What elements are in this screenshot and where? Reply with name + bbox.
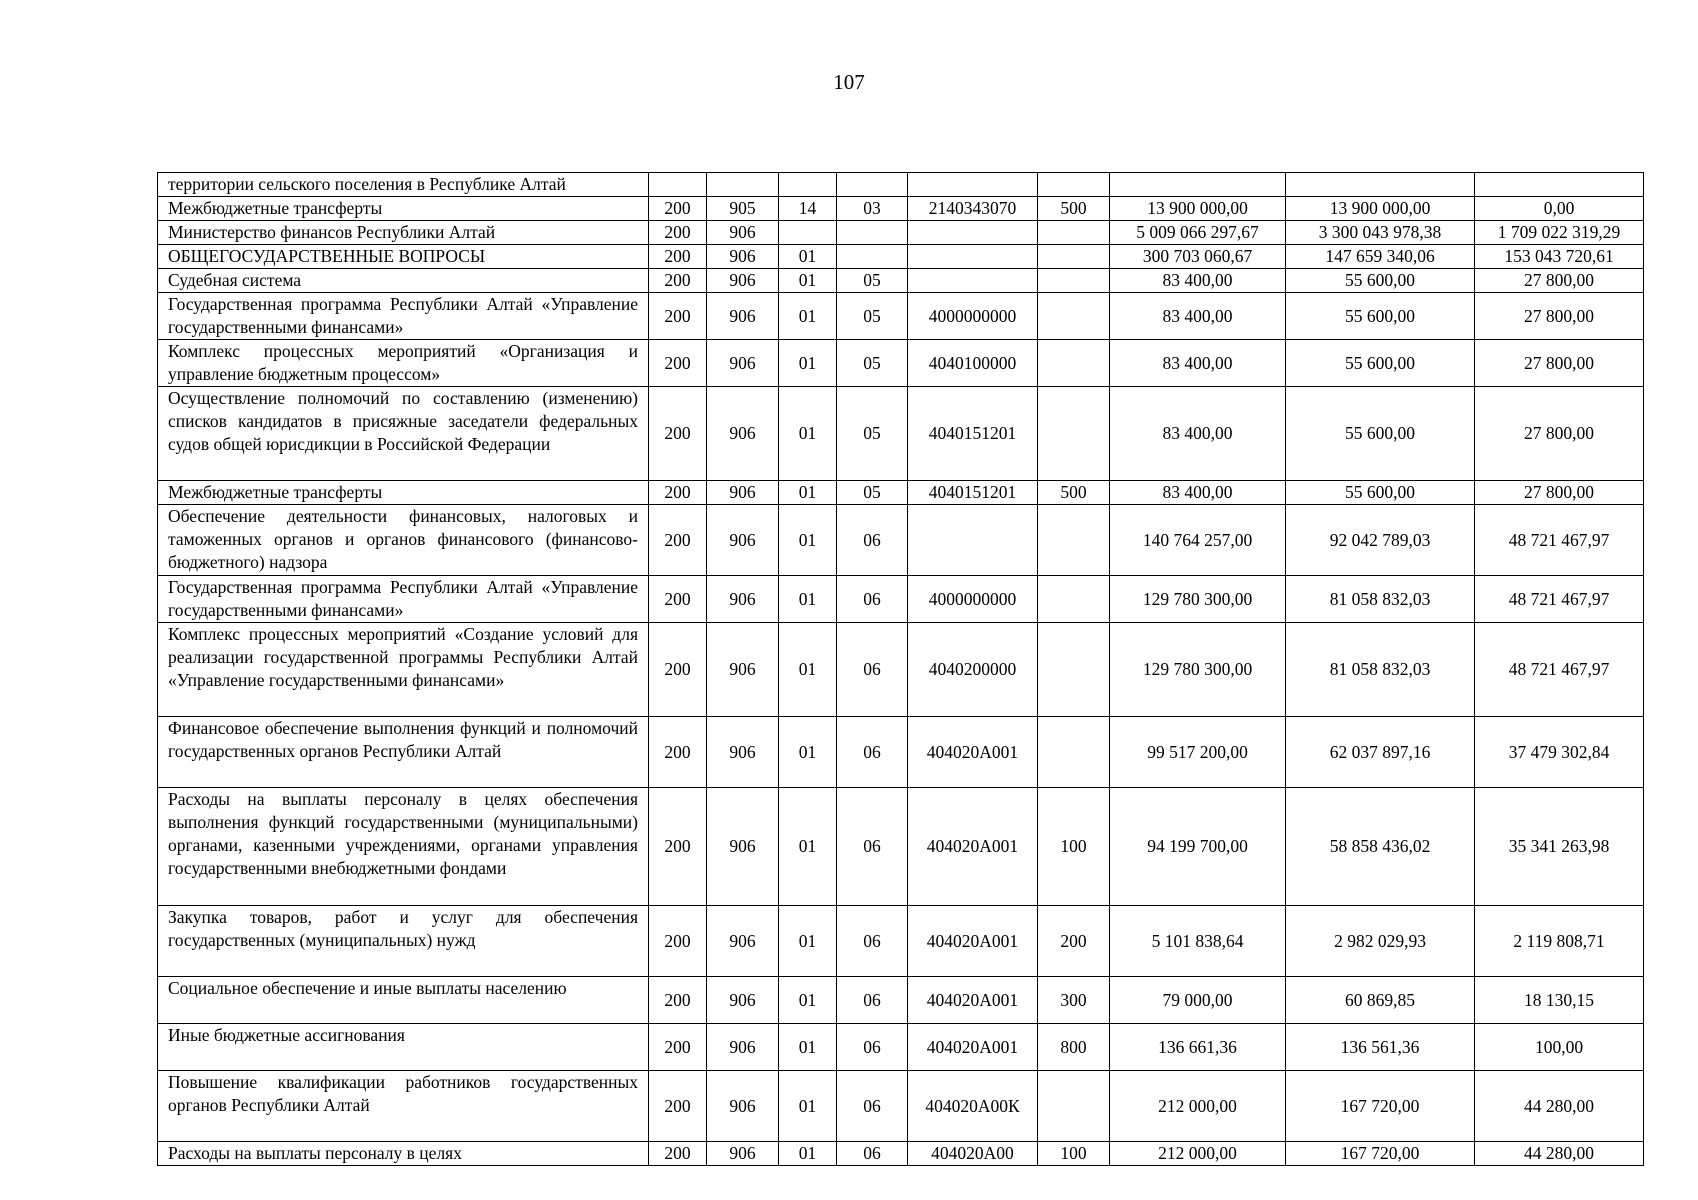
cell-csr [908, 173, 1038, 197]
cell-rz: 01 [779, 906, 837, 977]
cell-s1: 83 400,00 [1110, 387, 1286, 481]
cell-name: Расходы на выплаты персоналу в целях [158, 1142, 649, 1166]
cell-pr [837, 173, 908, 197]
cell-rz: 01 [779, 340, 837, 387]
cell-ved: 906 [707, 387, 779, 481]
cell-gr: 200 [649, 717, 707, 788]
cell-vr: 500 [1038, 481, 1110, 505]
cell-pr: 06 [837, 1142, 908, 1166]
cell-ved: 906 [707, 505, 779, 576]
cell-name: Иные бюджетные ассигнования [158, 1024, 649, 1071]
cell-csr [908, 245, 1038, 269]
cell-ved: 906 [707, 576, 779, 623]
cell-vr [1038, 576, 1110, 623]
cell-s1: 5 009 066 297,67 [1110, 221, 1286, 245]
cell-ved: 906 [707, 1024, 779, 1071]
table-row [158, 505, 1644, 576]
cell-s1: 212 000,00 [1110, 1142, 1286, 1166]
cell-s2: 55 600,00 [1286, 340, 1475, 387]
cell-ved: 906 [707, 293, 779, 340]
cell-pr: 06 [837, 906, 908, 977]
table-row [158, 481, 1644, 505]
cell-ved [707, 173, 779, 197]
cell-rz [779, 173, 837, 197]
cell-s1: 83 400,00 [1110, 293, 1286, 340]
cell-vr [1038, 387, 1110, 481]
cell-rz: 01 [779, 977, 837, 1024]
cell-s2: 92 042 789,03 [1286, 505, 1475, 576]
cell-pr [837, 221, 908, 245]
cell-csr: 404020А001 [908, 717, 1038, 788]
cell-s3: 27 800,00 [1475, 387, 1644, 481]
table-row [158, 906, 1644, 977]
table-row [158, 245, 1644, 269]
cell-csr: 404020А001 [908, 1024, 1038, 1071]
cell-s3: 48 721 467,97 [1475, 623, 1644, 717]
table-row [158, 1024, 1644, 1071]
cell-name: Закупка товаров, работ и услуг для обеспечения государственных (муниципальных) нужд [158, 906, 649, 977]
cell-s2: 13 900 000,00 [1286, 197, 1475, 221]
cell-vr: 200 [1038, 906, 1110, 977]
cell-s3: 27 800,00 [1475, 293, 1644, 340]
cell-ved: 906 [707, 221, 779, 245]
cell-pr: 06 [837, 1024, 908, 1071]
cell-rz: 01 [779, 269, 837, 293]
cell-vr: 100 [1038, 1142, 1110, 1166]
cell-s3: 27 800,00 [1475, 340, 1644, 387]
cell-pr: 06 [837, 977, 908, 1024]
cell-rz: 01 [779, 1142, 837, 1166]
cell-ved: 906 [707, 717, 779, 788]
cell-s3: 2 119 808,71 [1475, 906, 1644, 977]
cell-s2: 58 858 436,02 [1286, 788, 1475, 906]
cell-vr [1038, 340, 1110, 387]
cell-csr: 2140343070 [908, 197, 1038, 221]
cell-s3: 27 800,00 [1475, 481, 1644, 505]
cell-name: Комплекс процессных мероприятий «Создание условий для реализации государственной программы Республики Алтай «Управление государственными финансами» [158, 623, 649, 717]
cell-pr: 06 [837, 623, 908, 717]
table-row [158, 977, 1644, 1024]
cell-s2: 3 300 043 978,38 [1286, 221, 1475, 245]
cell-vr: 100 [1038, 788, 1110, 906]
cell-s1: 136 661,36 [1110, 1024, 1286, 1071]
cell-s1: 94 199 700,00 [1110, 788, 1286, 906]
cell-rz: 01 [779, 576, 837, 623]
cell-s2: 81 058 832,03 [1286, 576, 1475, 623]
table-row [158, 1142, 1644, 1166]
cell-s1: 129 780 300,00 [1110, 623, 1286, 717]
cell-ved: 905 [707, 197, 779, 221]
cell-vr [1038, 245, 1110, 269]
cell-gr: 200 [649, 1142, 707, 1166]
cell-gr: 200 [649, 1024, 707, 1071]
cell-csr: 4040200000 [908, 623, 1038, 717]
cell-s2: 147 659 340,06 [1286, 245, 1475, 269]
page-number: 107 [833, 70, 865, 94]
cell-name: территории сельского поселения в Республике Алтай [158, 173, 649, 197]
cell-rz: 01 [779, 387, 837, 481]
table-row [158, 788, 1644, 906]
table-row [158, 173, 1644, 197]
cell-s2: 136 561,36 [1286, 1024, 1475, 1071]
cell-rz: 01 [779, 293, 837, 340]
cell-vr [1038, 269, 1110, 293]
cell-s3: 18 130,15 [1475, 977, 1644, 1024]
cell-gr: 200 [649, 221, 707, 245]
cell-ved: 906 [707, 906, 779, 977]
cell-gr: 200 [649, 293, 707, 340]
cell-gr: 200 [649, 906, 707, 977]
cell-s3: 1 709 022 319,29 [1475, 221, 1644, 245]
cell-s2: 167 720,00 [1286, 1142, 1475, 1166]
cell-vr: 500 [1038, 197, 1110, 221]
cell-s2: 62 037 897,16 [1286, 717, 1475, 788]
cell-ved: 906 [707, 623, 779, 717]
cell-gr: 200 [649, 481, 707, 505]
cell-s3: 27 800,00 [1475, 269, 1644, 293]
cell-s2: 55 600,00 [1286, 293, 1475, 340]
cell-gr [649, 173, 707, 197]
cell-gr: 200 [649, 387, 707, 481]
cell-s3: 35 341 263,98 [1475, 788, 1644, 906]
cell-gr: 200 [649, 788, 707, 906]
table-row [158, 221, 1644, 245]
cell-vr [1038, 623, 1110, 717]
cell-s1: 99 517 200,00 [1110, 717, 1286, 788]
cell-s1: 83 400,00 [1110, 340, 1286, 387]
table-row [158, 293, 1644, 340]
cell-s1: 83 400,00 [1110, 269, 1286, 293]
cell-s1: 140 764 257,00 [1110, 505, 1286, 576]
cell-rz: 01 [779, 788, 837, 906]
cell-name: Министерство финансов Республики Алтай [158, 221, 649, 245]
table-row [158, 1071, 1644, 1142]
cell-pr: 05 [837, 269, 908, 293]
cell-pr: 05 [837, 481, 908, 505]
cell-rz: 01 [779, 623, 837, 717]
cell-s2: 55 600,00 [1286, 387, 1475, 481]
cell-s1 [1110, 173, 1286, 197]
cell-ved: 906 [707, 340, 779, 387]
cell-s2: 167 720,00 [1286, 1071, 1475, 1142]
table-row [158, 387, 1644, 481]
cell-vr: 800 [1038, 1024, 1110, 1071]
cell-name: Социальное обеспечение и иные выплаты населению [158, 977, 649, 1024]
table-row [158, 576, 1644, 623]
cell-gr: 200 [649, 576, 707, 623]
cell-ved: 906 [707, 1142, 779, 1166]
cell-vr [1038, 1071, 1110, 1142]
cell-name: Расходы на выплаты персоналу в целях обеспечения выполнения функций государственными (муниципальными) органами, казенными учреждениями, органами управления государственными внебюджетными фондами [158, 788, 649, 906]
table-row [158, 623, 1644, 717]
cell-gr: 200 [649, 1071, 707, 1142]
cell-vr [1038, 717, 1110, 788]
cell-csr: 404020А00 [908, 1142, 1038, 1166]
cell-rz: 01 [779, 1071, 837, 1142]
cell-name: Финансовое обеспечение выполнения функций и полномочий государственных органов Республики Алтай [158, 717, 649, 788]
cell-name: Государственная программа Республики Алтай «Управление государственными финансами» [158, 576, 649, 623]
cell-rz: 14 [779, 197, 837, 221]
cell-ved: 906 [707, 1071, 779, 1142]
cell-gr: 200 [649, 269, 707, 293]
cell-name: Судебная система [158, 269, 649, 293]
cell-s3: 44 280,00 [1475, 1142, 1644, 1166]
cell-vr [1038, 293, 1110, 340]
cell-gr: 200 [649, 197, 707, 221]
cell-pr: 05 [837, 293, 908, 340]
cell-rz [779, 221, 837, 245]
cell-name: Комплекс процессных мероприятий «Организация и управление бюджетным процессом» [158, 340, 649, 387]
budget-table [157, 172, 1644, 1166]
table-row [158, 269, 1644, 293]
cell-csr: 4000000000 [908, 293, 1038, 340]
cell-csr [908, 505, 1038, 576]
cell-s2: 55 600,00 [1286, 481, 1475, 505]
cell-pr [837, 245, 908, 269]
cell-s2 [1286, 173, 1475, 197]
cell-rz: 01 [779, 505, 837, 576]
cell-name: Государственная программа Республики Алтай «Управление государственными финансами» [158, 293, 649, 340]
cell-s3 [1475, 173, 1644, 197]
cell-pr: 03 [837, 197, 908, 221]
cell-name: Повышение квалификации работников государственных органов Республики Алтай [158, 1071, 649, 1142]
cell-csr: 404020А00К [908, 1071, 1038, 1142]
cell-csr: 404020А001 [908, 977, 1038, 1024]
cell-s3: 44 280,00 [1475, 1071, 1644, 1142]
cell-pr: 06 [837, 717, 908, 788]
cell-csr: 404020А001 [908, 788, 1038, 906]
cell-gr: 200 [649, 505, 707, 576]
cell-pr: 05 [837, 387, 908, 481]
cell-pr: 06 [837, 576, 908, 623]
table-body [158, 173, 1644, 1166]
cell-s3: 37 479 302,84 [1475, 717, 1644, 788]
table-row [158, 197, 1644, 221]
cell-ved: 906 [707, 788, 779, 906]
cell-ved: 906 [707, 481, 779, 505]
cell-rz: 01 [779, 245, 837, 269]
cell-pr: 06 [837, 1071, 908, 1142]
cell-csr: 4040151201 [908, 387, 1038, 481]
cell-s1: 13 900 000,00 [1110, 197, 1286, 221]
cell-csr: 4040100000 [908, 340, 1038, 387]
cell-vr: 300 [1038, 977, 1110, 1024]
cell-ved: 906 [707, 269, 779, 293]
cell-s2: 2 982 029,93 [1286, 906, 1475, 977]
cell-gr: 200 [649, 623, 707, 717]
cell-rz: 01 [779, 717, 837, 788]
cell-csr [908, 269, 1038, 293]
cell-s1: 212 000,00 [1110, 1071, 1286, 1142]
cell-vr [1038, 173, 1110, 197]
cell-name: Обеспечение деятельности финансовых, налоговых и таможенных органов и органов финансового (финансово-бюджетного) надзора [158, 505, 649, 576]
cell-ved: 906 [707, 245, 779, 269]
cell-pr: 06 [837, 788, 908, 906]
cell-name: Осуществление полномочий по составлению (изменению) списков кандидатов в присяжные заседатели федеральных судов общей юрисдикции в Российской Федерации [158, 387, 649, 481]
cell-s2: 81 058 832,03 [1286, 623, 1475, 717]
cell-s1: 5 101 838,64 [1110, 906, 1286, 977]
cell-s1: 79 000,00 [1110, 977, 1286, 1024]
cell-pr: 06 [837, 505, 908, 576]
table-row [158, 717, 1644, 788]
cell-gr: 200 [649, 245, 707, 269]
cell-name: Межбюджетные трансферты [158, 481, 649, 505]
cell-s3: 153 043 720,61 [1475, 245, 1644, 269]
cell-vr [1038, 221, 1110, 245]
cell-s3: 100,00 [1475, 1024, 1644, 1071]
cell-csr: 4040151201 [908, 481, 1038, 505]
cell-gr: 200 [649, 977, 707, 1024]
cell-csr: 4000000000 [908, 576, 1038, 623]
cell-s1: 83 400,00 [1110, 481, 1286, 505]
cell-rz: 01 [779, 1024, 837, 1071]
cell-s1: 300 703 060,67 [1110, 245, 1286, 269]
table-row [158, 340, 1644, 387]
cell-name: ОБЩЕГОСУДАРСТВЕННЫЕ ВОПРОСЫ [158, 245, 649, 269]
cell-s2: 60 869,85 [1286, 977, 1475, 1024]
cell-gr: 200 [649, 340, 707, 387]
cell-name: Межбюджетные трансферты [158, 197, 649, 221]
cell-ved: 906 [707, 977, 779, 1024]
cell-pr: 05 [837, 340, 908, 387]
cell-s1: 129 780 300,00 [1110, 576, 1286, 623]
cell-s3: 48 721 467,97 [1475, 505, 1644, 576]
cell-s3: 0,00 [1475, 197, 1644, 221]
cell-vr [1038, 505, 1110, 576]
cell-s2: 55 600,00 [1286, 269, 1475, 293]
cell-csr: 404020А001 [908, 906, 1038, 977]
cell-s3: 48 721 467,97 [1475, 576, 1644, 623]
cell-csr [908, 221, 1038, 245]
cell-rz: 01 [779, 481, 837, 505]
